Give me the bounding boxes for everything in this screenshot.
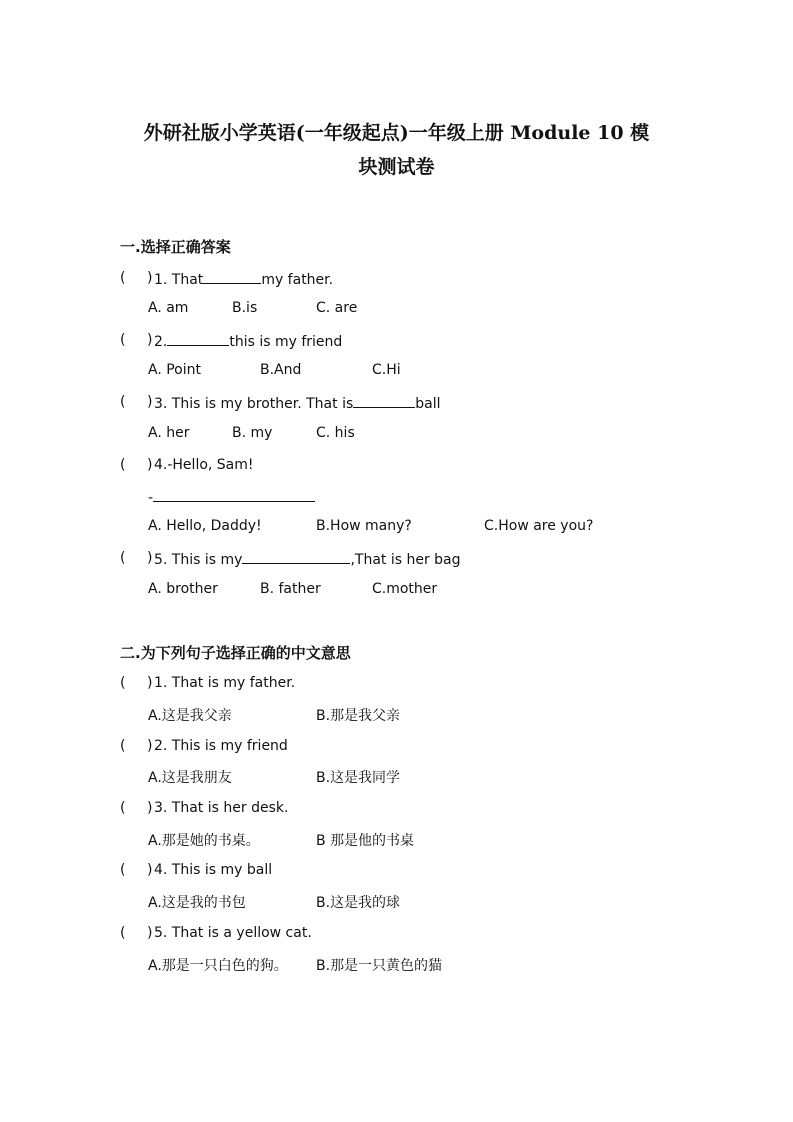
option-c[interactable]: C. are: [316, 300, 358, 316]
question-text: 5. That is a yellow cat.: [154, 925, 312, 941]
s1-question-4-answer: [148, 487, 315, 507]
question-text: 1. That is my father.: [154, 675, 296, 691]
option-b[interactable]: B.那是我父亲: [316, 708, 401, 724]
answer-blank[interactable]: [153, 487, 315, 502]
question-text: 5. This is my: [154, 552, 243, 568]
question-text: 2. This is my friend: [154, 738, 288, 754]
option-a[interactable]: A.这是我父亲: [148, 708, 232, 724]
option-b[interactable]: B. father: [260, 581, 321, 597]
option-b[interactable]: B.这是我同学: [316, 770, 401, 786]
question-text: ball: [415, 396, 441, 412]
option-a[interactable]: A.那是她的书桌。: [148, 833, 260, 849]
question-text: 4.-Hello, Sam!: [154, 457, 254, 473]
question-text: 3. This is my brother. That is: [154, 396, 354, 412]
option-c[interactable]: C. his: [316, 425, 355, 441]
option-a[interactable]: A.这是我的书包: [148, 895, 246, 911]
option-c[interactable]: C.Hi: [372, 362, 401, 378]
question-text: 1. That: [154, 272, 204, 288]
answer-blank[interactable]: [242, 549, 350, 564]
question-text: 3. That is her desk.: [154, 800, 289, 816]
answer-blank[interactable]: [353, 393, 415, 408]
option-b[interactable]: B.这是我的球: [316, 895, 401, 911]
option-b[interactable]: B.And: [260, 362, 302, 378]
option-b[interactable]: B.is: [232, 300, 258, 316]
answer-dash: -: [148, 490, 154, 506]
question-text: ,That is her bag: [350, 552, 461, 568]
option-b[interactable]: B.那是一只黄色的猫: [316, 958, 443, 974]
section2-heading: 二.为下列句子选择正确的中文意思: [120, 644, 351, 662]
option-a[interactable]: A. brother: [148, 581, 218, 597]
option-c[interactable]: C.mother: [372, 581, 438, 597]
option-a[interactable]: A. Point: [148, 362, 201, 378]
option-c[interactable]: C.How are you?: [484, 518, 594, 534]
option-b[interactable]: B 那是他的书桌: [316, 833, 415, 849]
question-text: my father.: [261, 272, 334, 288]
option-a[interactable]: A. her: [148, 425, 190, 441]
option-a[interactable]: A. am: [148, 300, 189, 316]
section1-heading: 一.选择正确答案: [120, 238, 231, 256]
option-a[interactable]: A. Hello, Daddy!: [148, 518, 262, 534]
option-b[interactable]: B.How many?: [316, 518, 412, 534]
document-title: [100, 116, 693, 184]
answer-blank[interactable]: [167, 331, 229, 346]
question-text: this is my friend: [229, 334, 343, 350]
question-text: 4. This is my ball: [154, 862, 273, 878]
option-a[interactable]: A.这是我朋友: [148, 770, 232, 786]
answer-blank[interactable]: [203, 269, 261, 284]
title-line-2: 块测试卷: [358, 156, 435, 178]
title-line-1: 外研社版小学英语(一年级起点)一年级上册 Module 10 模: [143, 122, 650, 144]
option-a[interactable]: A.那是一只白色的狗。: [148, 958, 288, 974]
option-b[interactable]: B. my: [232, 425, 273, 441]
question-text: 2.: [154, 334, 168, 350]
